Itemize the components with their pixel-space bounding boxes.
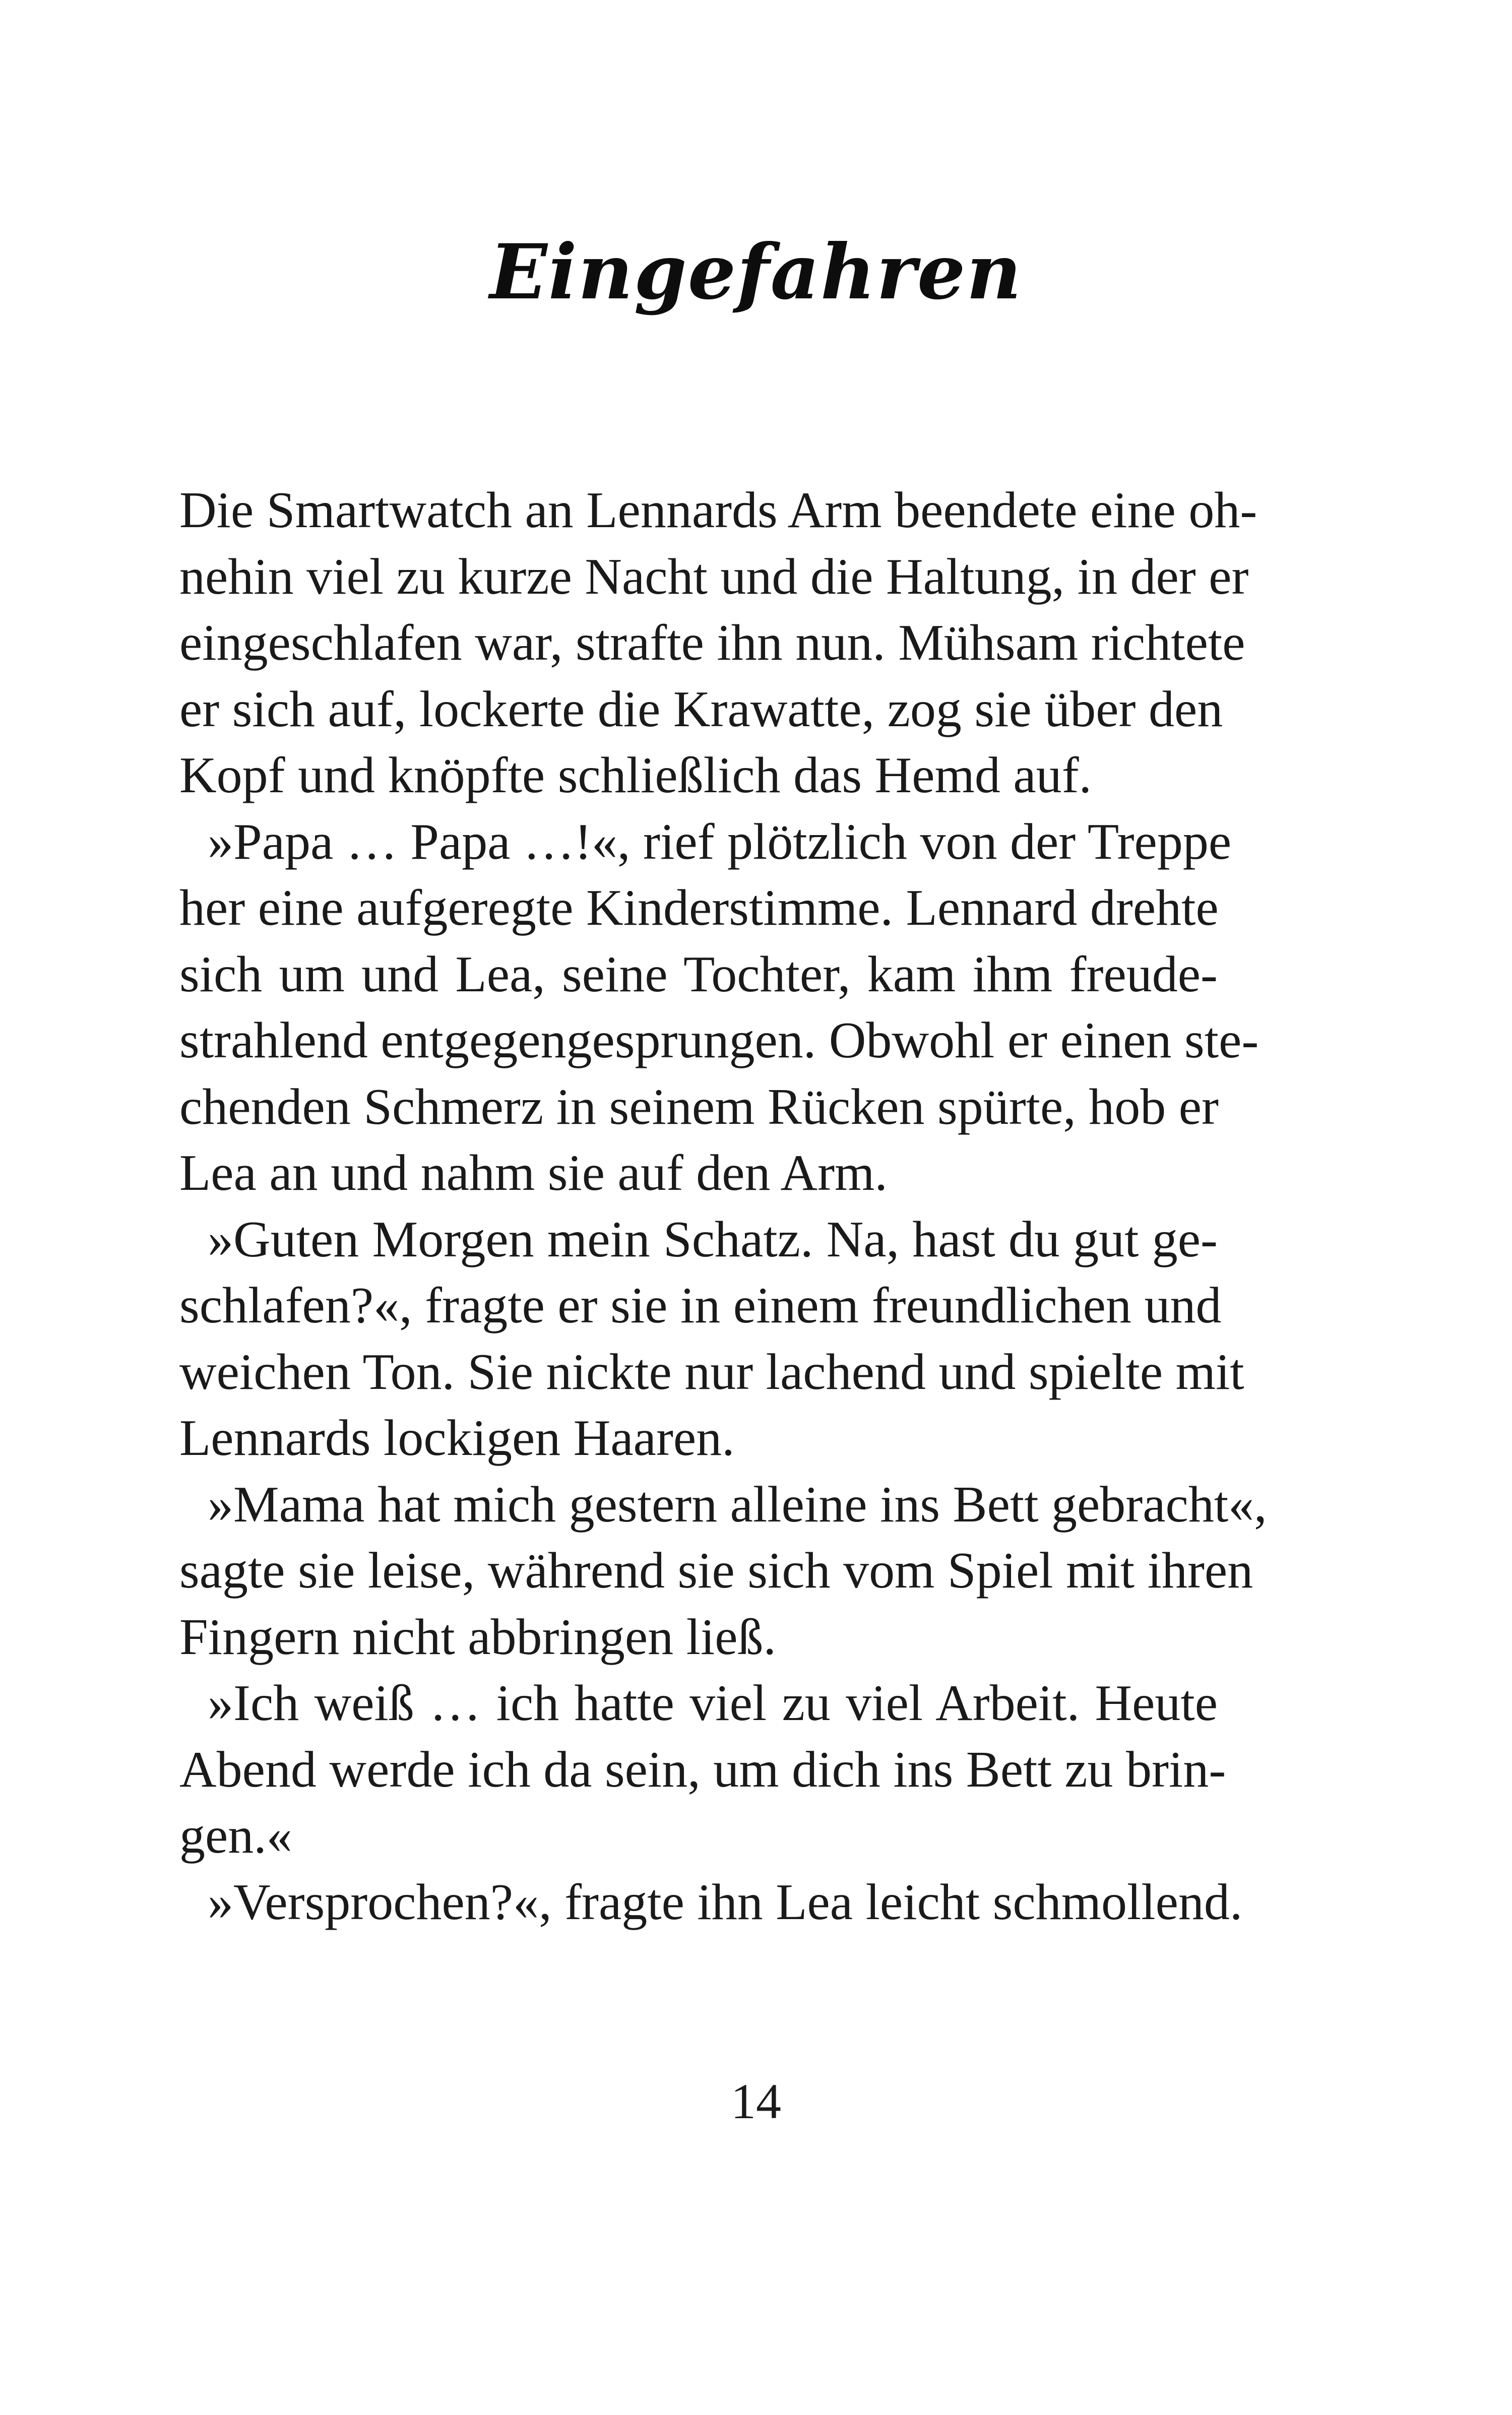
text-line: »Versprochen?«, fragte ihn Lea leicht schmollend. [208,1873,1243,1931]
page-number: 14 [731,2073,781,2129]
text-line: her eine aufgeregte Kinderstimme. Lennard drehte [179,879,1219,936]
text-line: Lennards lockigen Haaren. [179,1410,735,1467]
text-line: weichen Ton. Sie nickte nur lachend und spielte mit [179,1343,1244,1401]
text-line: Fingern nicht abbringen ließ. [179,1608,777,1666]
text-line: »Ich weiß … ich hatte viel zu viel Arbeit. Heute [208,1675,1218,1732]
body-text [179,477,1267,1935]
text-line: Abend werde ich da sein, um dich ins Bett zu brin- [179,1741,1226,1798]
text-line: gen.« [179,1807,292,1864]
text-line: Die Smartwatch an Lennards Arm beendete eine oh- [179,482,1257,539]
text-line: schlafen?«, fragte er sie in einem freundlichen und [179,1277,1222,1334]
text-line: »Papa … Papa …!«, rief plötzlich von der Treppe [208,813,1232,870]
text-line: Kopf und knöpfte schließlich das Hemd auf. [179,747,1092,804]
text-line: nehin viel zu kurze Nacht und die Haltung, in der er [179,548,1249,605]
text-line: sagte sie leise, während sie sich vom Spiel mit ihren [179,1542,1253,1599]
text-line: er sich auf, lockerte die Krawatte, zog sie über den [179,680,1223,738]
text-line: strahlend entgegengesprungen. Obwohl er einen ste- [179,1012,1259,1069]
chapter-title: Eingefahren [489,228,1023,316]
text-line: »Mama hat mich gestern alleine ins Bett gebracht«, [208,1476,1267,1533]
text-line: chenden Schmerz in seinem Rücken spürte, hob er [179,1078,1219,1135]
text-line: Lea an und nahm sie auf den Arm. [179,1145,888,1201]
text-line: eingeschlafen war, strafte ihn nun. Mühsam richtete [179,614,1245,671]
text-line: »Guten Morgen mein Schatz. Na, hast du gut ge- [208,1211,1218,1268]
text-line: sich um und Lea, seine Tochter, kam ihm freude- [179,945,1218,1003]
